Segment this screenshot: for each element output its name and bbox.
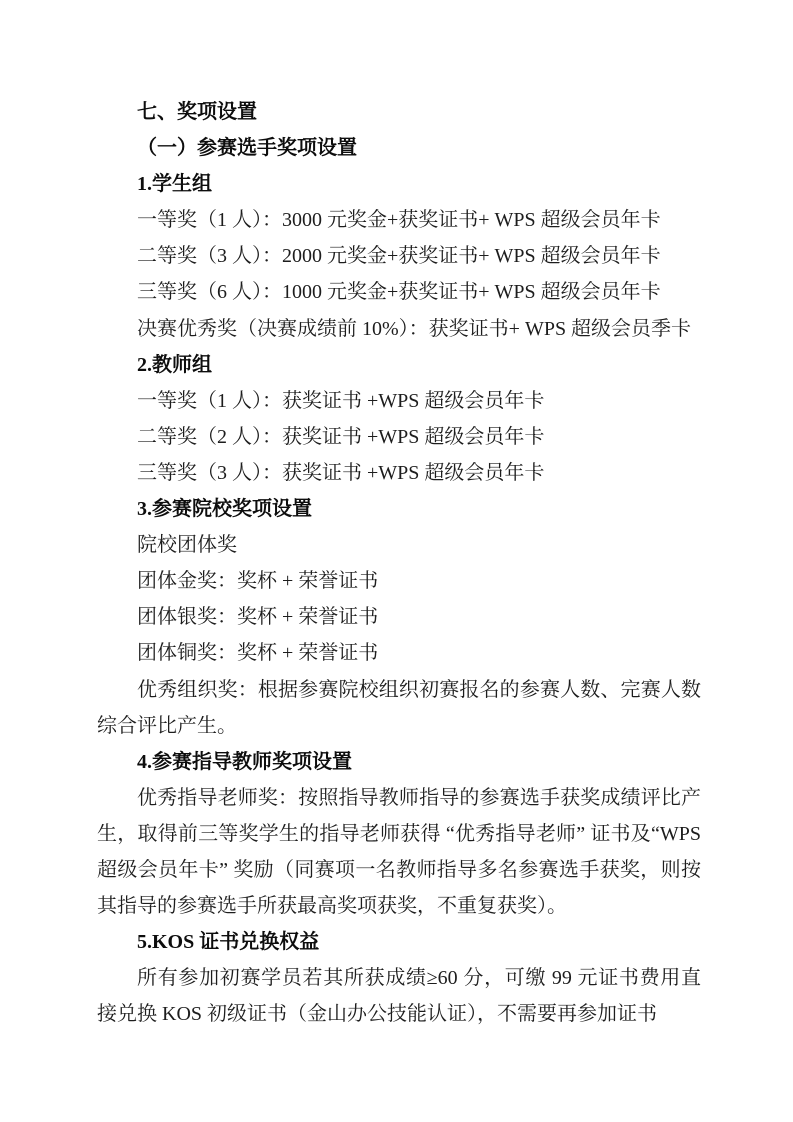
line-student-third-prize: 三等奖（6 人）：1000 元奖金+获奖证书+ WPS 超级会员年卡 xyxy=(137,281,661,304)
heading-teacher-group: 2.教师组 xyxy=(137,353,212,376)
line-team-gold: 团体金奖：奖杯 + 荣誉证书 xyxy=(137,570,379,593)
heading-section-seven: 七、奖项设置 xyxy=(137,101,257,123)
line-final-excellence-award: 决赛优秀奖（决赛成绩前 10%）：获奖证书+ WPS 超级会员季卡 xyxy=(137,317,692,340)
para-excellent-advisor-award: 优秀指导老师奖：按照指导教师指导的参赛选手获奖成绩评比产生，取得前三等奖学生的指导老师获得 “优秀指导老师” 证书及“WPS 超级会员年卡” 奖励（同赛项一名教师指导多名参赛选手获奖，则按其指导的参赛选手所获最高奖项获奖，不重复获奖）。 xyxy=(97,786,701,918)
heading-school-awards: 3.参赛院校奖项设置 xyxy=(137,498,312,521)
heading-advisor-awards: 4.参赛指导教师奖项设置 xyxy=(137,750,352,773)
para-kos-exchange: 所有参加初赛学员若其所获成绩≥60 分，可缴 99 元证书费用直接兑换 KOS 初级证书（金山办公技能认证），不需要再参加证书 xyxy=(97,967,701,1026)
document-body xyxy=(97,94,701,1032)
heading-kos-certificate: 5.KOS 证书兑换权益 xyxy=(137,931,320,954)
para-excellent-organization-award: 优秀组织奖：根据参赛院校组织初赛报名的参赛人数、完赛人数综合评比产生。 xyxy=(97,678,701,737)
heading-student-group: 1.学生组 xyxy=(137,173,212,196)
line-school-team-award: 院校团体奖 xyxy=(137,534,237,557)
line-team-silver: 团体银奖：奖杯 + 荣誉证书 xyxy=(137,606,379,629)
line-student-first-prize: 一等奖（1 人）：3000 元奖金+获奖证书+ WPS 超级会员年卡 xyxy=(137,209,661,232)
line-teacher-second-prize: 二等奖（2 人）：获奖证书 +WPS 超级会员年卡 xyxy=(137,425,545,448)
line-teacher-third-prize: 三等奖（3 人）：获奖证书 +WPS 超级会员年卡 xyxy=(137,461,545,484)
heading-contestant-awards: （一）参赛选手奖项设置 xyxy=(137,137,357,160)
line-team-bronze: 团体铜奖：奖杯 + 荣誉证书 xyxy=(137,642,379,665)
line-teacher-first-prize: 一等奖（1 人）：获奖证书 +WPS 超级会员年卡 xyxy=(137,389,545,412)
line-student-second-prize: 二等奖（3 人）：2000 元奖金+获奖证书+ WPS 超级会员年卡 xyxy=(137,245,661,268)
